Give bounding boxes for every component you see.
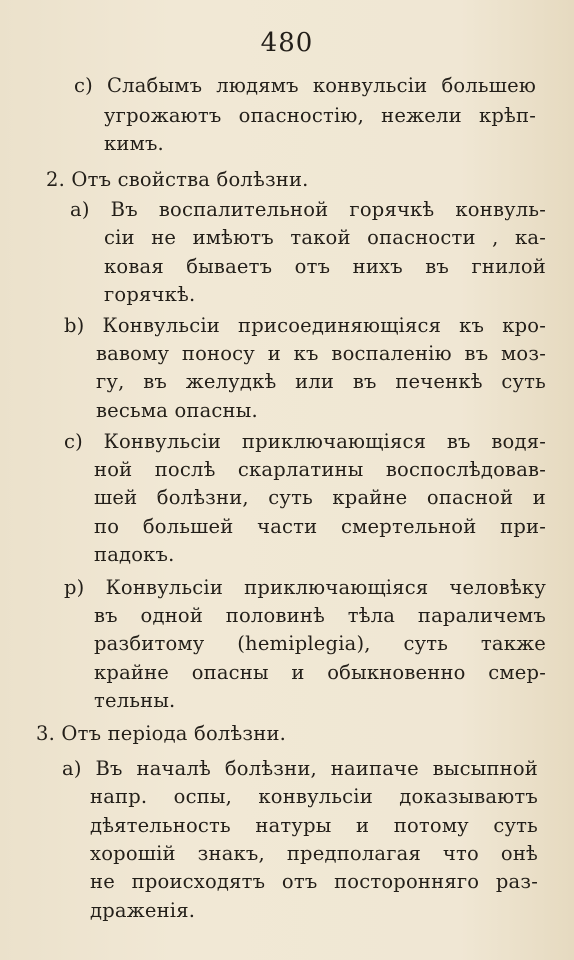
text-line: сiи не имѣютъ такой опасности , ка- [104,226,546,249]
section-heading: 3. Отъ перiода болѣзни. [36,722,287,745]
text-line: a) Въ воспалительной горячкѣ конвуль- [70,198,546,221]
text-line: хорошiй знакъ, предполагая что онѣ [90,842,538,865]
text-line: кимъ. [104,132,164,155]
section-heading: 2. Отъ свойства болѣзни. [46,168,309,191]
text-line: p) Конвульсiи приключающiяся человѣку [64,576,546,599]
text-line: a) Въ началѣ болѣзни, наипаче высыпной [62,757,538,780]
page-number: 480 [260,28,314,58]
text-line: напр. оспы, конвульсiи доказываютъ [90,785,538,808]
text-line: шей болѣзни, суть крайне опасной и [94,486,546,509]
text-line: c) Слабымъ людямъ конвульсiи большею [74,74,536,97]
text-line: драженiя. [90,899,196,922]
text-line: угрожаютъ опасностiю, нежели крѣп- [104,104,536,127]
text-line: вавому поносу и къ воспаленiю въ моз- [96,342,546,365]
text-line: не происходятъ отъ посторонняго раз- [90,870,538,893]
text-line: гу, въ желудкѣ или въ печенкѣ суть [96,370,546,393]
text-line: ной послѣ скарлатины воспослѣдовав- [94,458,546,481]
text-line: c) Конвульсiи приключающiяся въ водя- [64,430,546,453]
text-line: b) Конвульсiи присоединяющiяся къ кро- [64,314,546,337]
text-line: ковая бываетъ отъ нихъ въ гнилой [104,255,546,278]
text-line: по большей части смертельной при- [94,515,546,538]
text-line: тельны. [94,689,176,712]
text-line: падокъ. [94,543,175,566]
text-line: весьма опасны. [96,399,258,422]
text-line: крайне опасны и обыкновенно смер- [94,661,546,684]
text-line: дѣятельность натуры и потому суть [90,814,538,837]
text-line: горячкѣ. [104,283,196,306]
text-line: разбитому (hemiplegia), суть также [94,632,546,655]
text-line: въ одной половинѣ тѣла параличемъ [94,604,546,627]
